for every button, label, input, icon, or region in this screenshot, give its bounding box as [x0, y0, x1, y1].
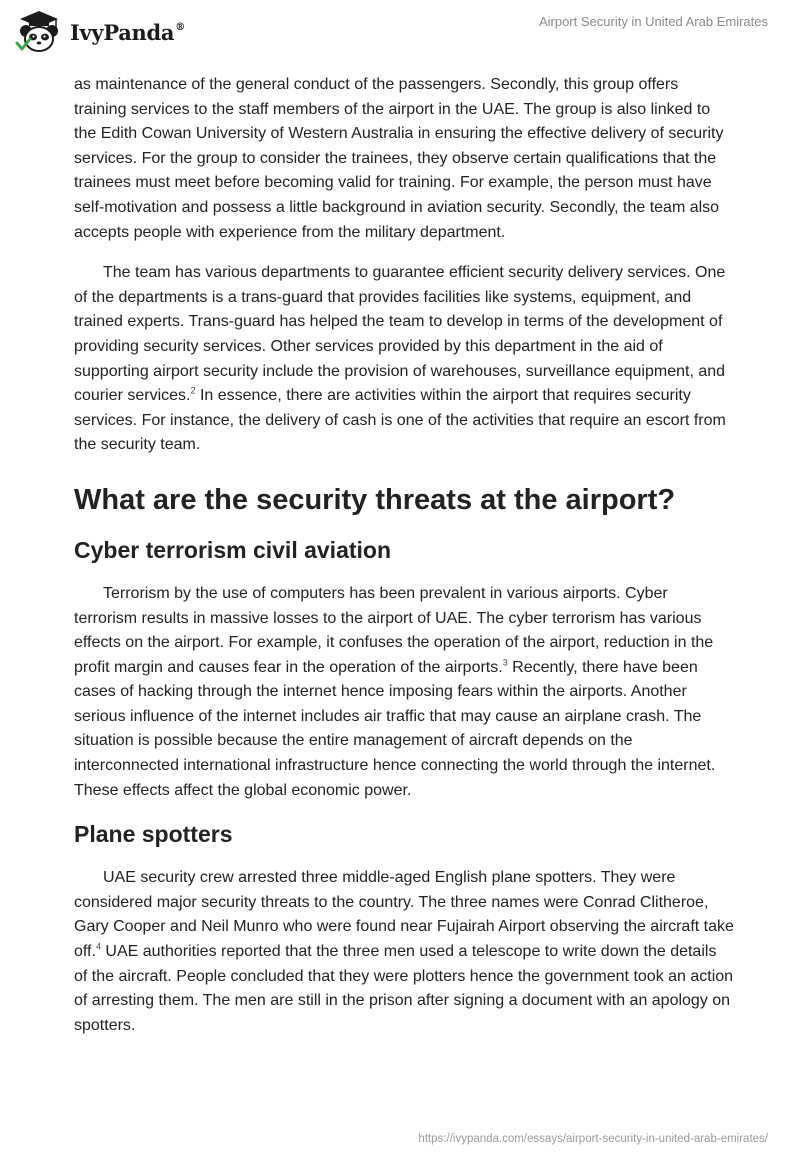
- footnote-ref[interactable]: 2: [190, 385, 196, 396]
- essay-content: [74, 73, 734, 1038]
- paragraph-cyber-text-b: Recently, there have been cases of hacking through the internet hence imposing fears within the airports. Another serious influence of the internet includes air traffic that may cause an airplane crash. The situation is possible because the entire management of aircraft depends on the interconnected international infrastructure hence connecting the world through the internet. These effects affect the global economic power.: [74, 658, 716, 799]
- document-title: Airport Security in United Arab Emirates: [538, 14, 768, 29]
- paragraph-spotters-text-b: UAE authorities reported that the three men used a telescope to write down the details of the aircraft. People concluded that they were plotters hence the government took an action of arresting them. The men are still in the prison after signing a document with an apology on spotters.: [74, 943, 734, 1034]
- paragraph-departments-text-b: In essence, there are activities within the airport that requires security services. For instance, the delivery of cash is one of the activities that require an escort from the security team.: [74, 387, 726, 454]
- paragraph-spotters-text-a: UAE security crew arrested three middle-aged English plane spotters. They were considered major security threats to the country. The three names were Conrad Clitheroe, Gary Cooper and Neil Munro who were found near Fujairah Airport observing the aircraft take off.: [74, 869, 734, 961]
- footnote-ref[interactable]: 3: [502, 657, 508, 668]
- panda-logo-icon: [14, 9, 64, 55]
- footnote-ref[interactable]: 4: [95, 941, 101, 952]
- page-header: [0, 0, 800, 70]
- paragraph-departments: [74, 261, 734, 458]
- subheading-cyber-terrorism: Cyber terrorism civil aviation: [74, 536, 392, 563]
- site-logo[interactable]: [14, 9, 185, 55]
- section-heading: What are the security threats at the airport?: [74, 483, 676, 516]
- logo-text: IvyPanda®: [70, 19, 185, 45]
- paragraph-cyber-text-a: Terrorism by the use of computers has been prevalent in various airports. Cyber terrorism results in massive losses to the airport of UAE. The cyber terrorism has various effects on the airport. For example, it confuses the operation of the airport, reduction in the profit margin and causes fear in the operation of the airports.: [74, 584, 714, 676]
- paragraph-departments-text-a: The team has various departments to guarantee efficient security delivery services. One of the departments is a trans-guard that provides facilities like systems, equipment, and trained experts. Trans-guard has helped the team to develop in terms of the development of providing security services. Other services provided by this department in the aid of supporting airport security include the provision of warehouses, surveillance equipment, and courier services.: [74, 264, 726, 405]
- subheading-plane-spotters: Plane spotters: [74, 821, 233, 848]
- paragraph-training: as maintenance of the general conduct of the passengers. Secondly, this group offers training services to the staff members of the airport in the UAE. The group is also linked to the Edith Cowan University of Western Australia in ensuring the effective delivery of security services. For the group to consider the trainees, they observe certain qualifications that the trainees must meet before becoming valid for training. For example, the person must have self-motivation and possess a little background in aviation security. Secondly, the team also accepts people with experience from the military department.: [74, 76, 724, 241]
- paragraph-cyber-terrorism: [74, 582, 734, 803]
- source-url-link[interactable]: https://ivypanda.com/essays/airport-security-in-united-arab-emirates/: [418, 1133, 768, 1145]
- paragraph-plane-spotters: [74, 866, 734, 1038]
